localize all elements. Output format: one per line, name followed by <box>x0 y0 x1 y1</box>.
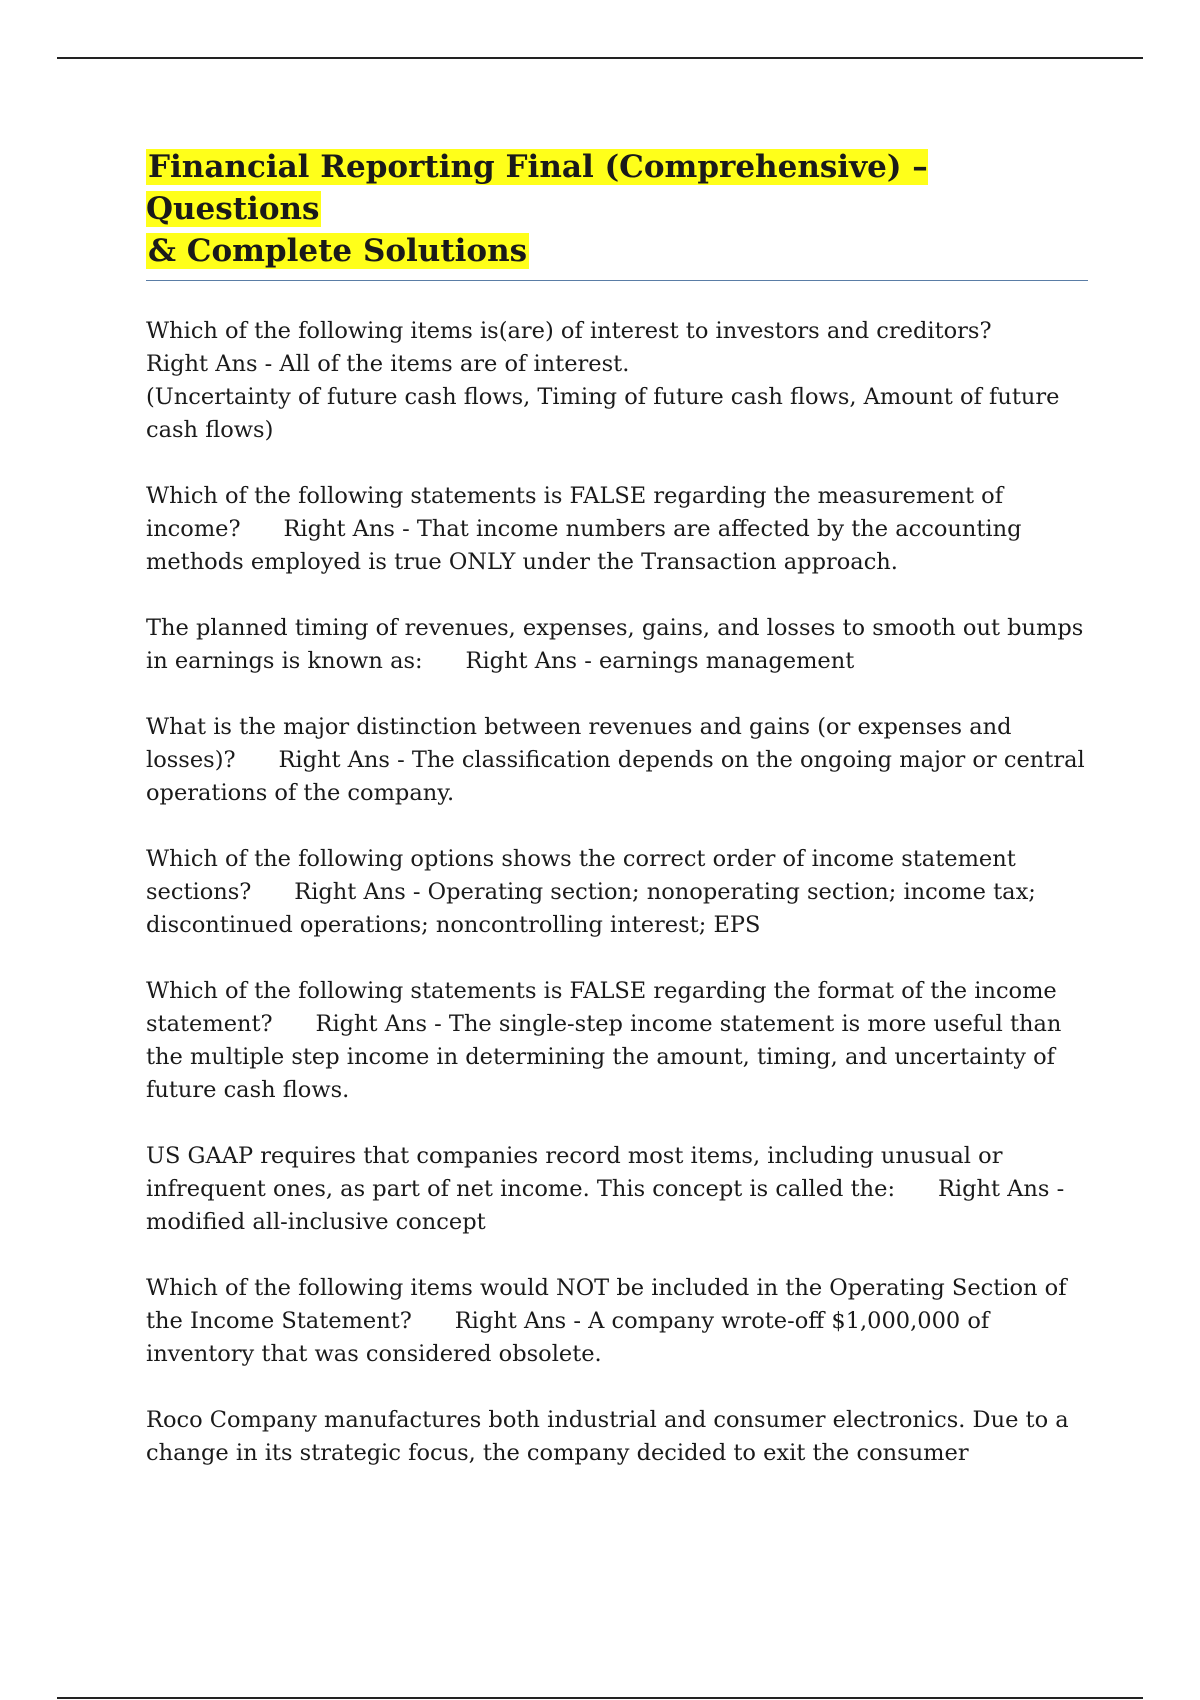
document-body <box>146 146 1092 1503</box>
qa-list <box>146 315 1092 1470</box>
qa-item: Which of the following statements is FALSE regarding the measurement of income? Right Ans - That income numbers are affected by the accounting methods employed is true ONLY under the Transaction approach. <box>146 483 1029 575</box>
bottom-rule <box>57 1697 1143 1699</box>
qa-item: Roco Company manufactures both industrial and consumer electronics. Due to a change in its strategic focus, the company decided to exit the consumer <box>146 1407 1076 1466</box>
title-underline <box>146 280 1088 281</box>
qa-item: Which of the following options shows the correct order of income statement sections? Right Ans - Operating section; nonoperating section; income tax; discontinued operations; noncontrolling interest; EPS <box>146 846 1044 938</box>
qa-item: Which of the following items would NOT be included in the Operating Section of the Income Statement? Right Ans - A company wrote-off $1,000,000 of inventory that was considered obsolete. <box>146 1275 1074 1367</box>
qa-item: What is the major distinction between revenues and gains (or expenses and losses)? Right Ans - The classification depends on the ongoing major or central operations of the company. <box>146 714 1092 806</box>
qa-item: US GAAP requires that companies record most items, including unusual or infrequent ones, as part of net income. This concept is called the: Right Ans - modified all-inclusive concept <box>146 1143 1072 1235</box>
qa-item: The planned timing of revenues, expenses, gains, and losses to smooth out bumps in earnings is known as: Right Ans - earnings management <box>146 615 1091 674</box>
qa-item: Which of the following statements is FALSE regarding the format of the income statement? Right Ans - The single-step income statement is more useful than the multiple step income in determining the amount, timing, and uncertainty of future cash flows. <box>146 978 1069 1103</box>
title-line-2: & Complete Solutions <box>148 233 528 269</box>
title-line-1: Financial Reporting Final (Comprehensive) –Questions <box>146 149 928 227</box>
document-title <box>146 146 1086 272</box>
qa-item: Which of the following items is(are) of interest to investors and creditors? Right Ans - All of the items are of interest. (Uncertainty of future cash flows, Timing of future cash flows, Amount of future cash flows) <box>146 318 1060 443</box>
top-rule <box>57 57 1143 59</box>
